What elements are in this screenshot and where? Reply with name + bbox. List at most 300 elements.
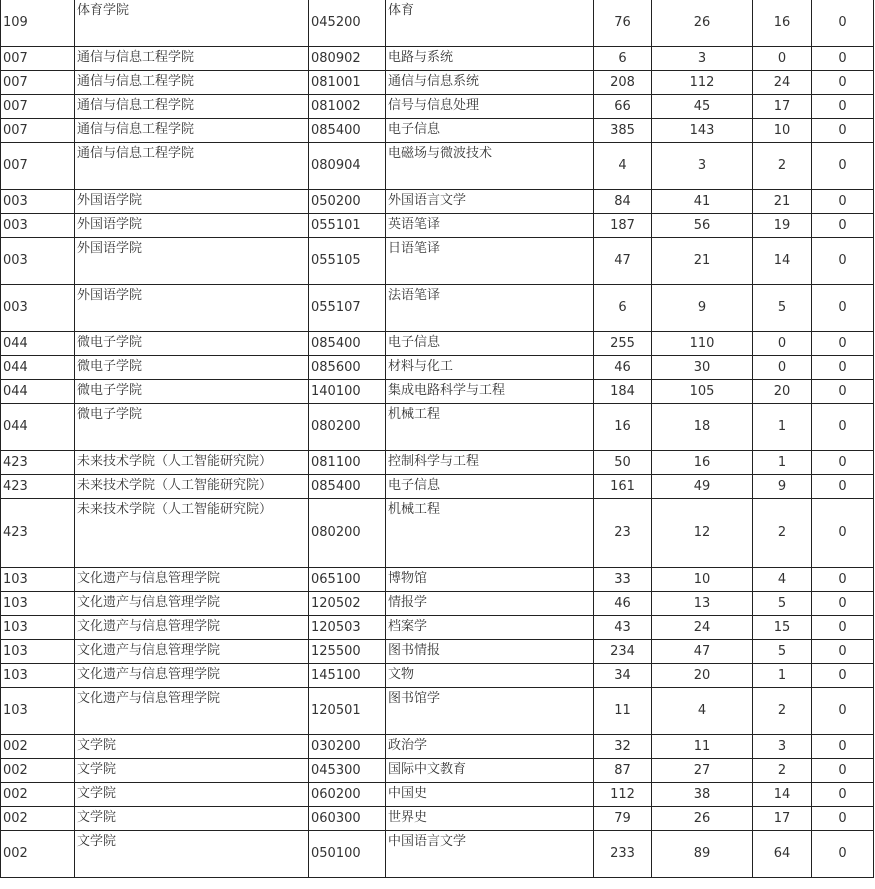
enrolled-cell [652,688,753,735]
other-cell [812,47,874,71]
table-row [1,568,874,592]
applicants-cell-text: 47 [614,253,631,268]
table-row [1,190,874,214]
college-name-cell-text: 外国语学院 [77,217,143,232]
other-cell-text: 0 [838,98,847,114]
exempt-cell-text: 1 [777,667,787,683]
major-name-cell [386,735,594,759]
major-name-cell [386,807,594,831]
enrolled-cell [652,664,753,688]
college-name-cell [75,119,309,143]
exempt-cell [753,664,812,688]
college-code-cell-text: 007 [3,74,28,90]
college-code-cell [1,356,75,380]
college-name-cell [75,285,309,332]
major-name-cell [386,332,594,356]
applicants-cell-text: 11 [614,703,631,718]
other-cell [812,285,874,332]
college-code-cell-text: 002 [3,846,28,861]
table-body [1,0,874,878]
major-name-cell-text: 信号与信息处理 [388,98,480,113]
major-name-cell-text: 控制科学与工程 [388,454,480,469]
major-code-cell [309,783,386,807]
major-name-cell [386,640,594,664]
college-code-cell-text: 103 [3,643,28,659]
major-code-cell-text: 030200 [311,738,361,754]
major-code-cell [309,475,386,499]
enrolled-cell-text: 16 [693,454,711,470]
college-name-cell-text: 文学院 [77,810,117,825]
applicants-cell-text: 187 [610,217,635,233]
enrolled-cell-text: 38 [693,786,711,802]
applicants-cell [594,592,652,616]
college-name-cell-text: 通信与信息工程学院 [77,122,195,137]
college-name-cell-text: 微电子学院 [77,335,143,350]
table-row [1,592,874,616]
applicants-cell-text: 34 [614,667,631,683]
other-cell-text: 0 [838,217,847,233]
college-code-cell-text: 103 [3,619,28,635]
exempt-cell-text: 17 [773,810,791,826]
table-row [1,499,874,568]
enrolled-cell [652,475,753,499]
applicants-cell-text: 234 [610,643,635,659]
college-code-cell-text: 044 [3,383,28,399]
applicants-cell [594,831,652,878]
exempt-cell-text: 0 [777,359,787,375]
major-name-cell [386,71,594,95]
other-cell [812,831,874,878]
exempt-cell [753,831,812,878]
exempt-cell [753,640,812,664]
table-row [1,807,874,831]
other-cell-text: 0 [838,122,847,138]
college-name-cell-text: 通信与信息工程学院 [77,50,195,65]
major-code-cell [309,616,386,640]
college-code-cell-text: 007 [3,158,28,173]
table-row [1,831,874,878]
exempt-cell-text: 5 [777,643,787,659]
exempt-cell [753,475,812,499]
other-cell-text: 0 [838,15,847,30]
applicants-cell [594,71,652,95]
applicants-cell [594,95,652,119]
exempt-cell [753,783,812,807]
other-cell-text: 0 [838,667,847,683]
major-code-cell [309,831,386,878]
other-cell-text: 0 [838,253,847,268]
applicants-cell-text: 6 [618,50,627,66]
exempt-cell [753,807,812,831]
college-name-cell [75,568,309,592]
table-row [1,688,874,735]
college-code-cell-text: 007 [3,50,28,66]
major-code-cell-text: 055105 [311,253,361,268]
exempt-cell [753,380,812,404]
enrolled-cell-text: 24 [693,619,711,635]
major-name-cell [386,380,594,404]
exempt-cell-text: 5 [777,300,787,315]
exempt-cell [753,285,812,332]
other-cell [812,71,874,95]
table-row [1,47,874,71]
college-name-cell-text: 文学院 [77,762,117,777]
applicants-cell-text: 66 [614,98,631,114]
enrolled-cell-text: 26 [693,810,711,826]
other-cell [812,0,874,47]
college-name-cell-text: 未来技术学院（人工智能研究院） [77,454,273,469]
college-code-cell-text: 007 [3,122,28,138]
other-cell-text: 0 [838,595,847,611]
enrolled-cell-text: 3 [697,50,707,66]
exempt-cell [753,0,812,47]
applicants-cell [594,119,652,143]
exempt-cell [753,190,812,214]
applicants-cell-text: 4 [618,158,627,173]
major-code-cell [309,95,386,119]
exempt-cell-text: 21 [773,193,791,209]
major-name-cell-text: 机械工程 [388,407,441,422]
enrolled-cell [652,356,753,380]
other-cell [812,759,874,783]
college-name-cell-text: 微电子学院 [77,383,143,398]
enrolled-cell [652,47,753,71]
major-code-cell-text: 050100 [311,846,361,861]
exempt-cell-text: 19 [773,217,791,233]
college-code-cell-text: 003 [3,217,28,233]
college-name-cell [75,735,309,759]
table-row [1,119,874,143]
college-name-cell [75,451,309,475]
college-name-cell [75,807,309,831]
applicants-cell-text: 87 [614,762,631,778]
exempt-cell [753,499,812,568]
other-cell [812,807,874,831]
exempt-cell [753,332,812,356]
major-code-cell [309,592,386,616]
enrolled-cell-text: 41 [693,193,711,209]
major-name-cell [386,499,594,568]
college-name-cell [75,592,309,616]
college-code-cell [1,616,75,640]
other-cell [812,592,874,616]
exempt-cell-text: 15 [773,619,791,635]
exempt-cell-text: 2 [777,762,787,778]
major-code-cell [309,47,386,71]
exempt-cell [753,759,812,783]
college-name-cell [75,95,309,119]
college-name-cell-text: 通信与信息工程学院 [77,146,195,161]
college-name-cell [75,380,309,404]
college-code-cell [1,332,75,356]
major-code-cell-text: 080200 [311,419,361,434]
other-cell-text: 0 [838,619,847,635]
major-name-cell-text: 英语笔译 [388,217,441,232]
major-code-cell [309,214,386,238]
college-name-cell [75,616,309,640]
table-row [1,95,874,119]
major-name-cell-text: 图书馆学 [388,691,441,706]
applicants-cell-text: 184 [610,383,635,399]
major-name-cell [386,285,594,332]
major-name-cell-text: 中国史 [388,786,428,801]
major-code-cell [309,451,386,475]
major-code-cell-text: 055107 [311,300,361,315]
college-code-cell-text: 003 [3,300,28,315]
major-code-cell [309,0,386,47]
exempt-cell [753,71,812,95]
table-row [1,664,874,688]
enrolled-cell [652,238,753,285]
applicants-cell [594,0,652,47]
major-name-cell [386,759,594,783]
exempt-cell-text: 4 [777,571,787,587]
enrolled-cell [652,640,753,664]
major-name-cell-text: 档案学 [388,619,428,634]
college-name-cell [75,640,309,664]
major-code-cell [309,735,386,759]
college-name-cell [75,499,309,568]
major-code-cell [309,568,386,592]
other-cell [812,143,874,190]
other-cell-text: 0 [838,738,847,754]
major-name-cell-text: 外国语言文学 [388,193,467,208]
college-name-cell [75,0,309,47]
major-name-cell [386,475,594,499]
college-code-cell [1,119,75,143]
other-cell-text: 0 [838,703,847,718]
major-code-cell-text: 085400 [311,335,361,351]
enrolled-cell [652,451,753,475]
applicants-cell-text: 161 [610,478,635,494]
college-name-cell [75,238,309,285]
enrolled-cell [652,783,753,807]
exempt-cell-text: 9 [777,478,787,494]
enrolled-cell-text: 112 [689,74,715,90]
college-name-cell [75,214,309,238]
enrolled-cell [652,831,753,878]
college-code-cell-text: 103 [3,667,28,683]
college-name-cell-text: 体育学院 [77,3,130,18]
exempt-cell [753,119,812,143]
enrolled-cell [652,143,753,190]
college-code-cell-text: 103 [3,571,28,587]
other-cell-text: 0 [838,50,847,66]
applicants-cell [594,807,652,831]
college-name-cell-text: 未来技术学院（人工智能研究院） [77,502,273,517]
major-code-cell-text: 045300 [311,762,361,778]
exempt-cell-text: 1 [777,419,787,434]
applicants-cell [594,499,652,568]
college-code-cell-text: 109 [3,15,28,30]
college-code-cell [1,47,75,71]
exempt-cell-text: 10 [773,122,791,138]
major-name-cell-text: 通信与信息系统 [388,74,480,89]
applicants-cell-text: 255 [610,335,635,351]
enrolled-cell-text: 105 [689,383,715,399]
college-code-cell [1,831,75,878]
college-name-cell [75,688,309,735]
exempt-cell [753,688,812,735]
major-name-cell [386,616,594,640]
college-name-cell-text: 文化遗产与信息管理学院 [77,691,221,706]
enrolled-cell-text: 89 [693,846,711,861]
exempt-cell [753,568,812,592]
college-name-cell-text: 外国语学院 [77,288,143,303]
major-name-cell [386,119,594,143]
college-code-cell [1,380,75,404]
major-name-cell-text: 电磁场与微波技术 [388,146,493,161]
major-code-cell-text: 140100 [311,383,361,399]
other-cell [812,451,874,475]
enrolled-cell-text: 4 [697,703,707,718]
major-code-cell-text: 085400 [311,478,361,494]
college-name-cell-text: 文化遗产与信息管理学院 [77,667,221,682]
college-code-cell-text: 007 [3,98,28,114]
major-code-cell-text: 055101 [311,217,361,233]
applicants-cell-text: 32 [614,738,631,754]
enrolled-cell [652,380,753,404]
college-code-cell [1,735,75,759]
major-name-cell [386,664,594,688]
major-code-cell-text: 125500 [311,643,361,659]
major-name-cell-text: 世界史 [388,810,428,825]
applicants-cell [594,404,652,451]
exempt-cell-text: 2 [777,703,787,718]
table-row [1,238,874,285]
college-code-cell-text: 002 [3,738,28,754]
enrolled-cell-text: 11 [693,738,711,754]
college-code-cell [1,664,75,688]
exempt-cell [753,616,812,640]
enrolled-cell [652,807,753,831]
other-cell-text: 0 [838,335,847,351]
applicants-cell [594,568,652,592]
table-row [1,0,874,47]
college-code-cell [1,143,75,190]
table-row [1,759,874,783]
applicants-cell-text: 6 [618,300,627,315]
table-row [1,783,874,807]
table-row [1,332,874,356]
enrolled-cell [652,190,753,214]
other-cell-text: 0 [838,643,847,659]
applicants-cell [594,451,652,475]
exempt-cell [753,356,812,380]
major-code-cell [309,119,386,143]
other-cell-text: 0 [838,762,847,778]
major-code-cell [309,688,386,735]
applicants-cell [594,616,652,640]
other-cell [812,475,874,499]
college-name-cell-text: 文学院 [77,834,117,849]
other-cell-text: 0 [838,525,847,540]
exempt-cell [753,47,812,71]
major-code-cell-text: 080200 [311,525,361,540]
major-code-cell-text: 120501 [311,703,361,718]
college-name-cell-text: 文学院 [77,786,117,801]
enrolled-cell-text: 3 [697,158,707,173]
exempt-cell-text: 16 [773,15,791,30]
college-code-cell [1,688,75,735]
college-code-cell-text: 002 [3,786,28,802]
exempt-cell-text: 17 [773,98,791,114]
other-cell [812,356,874,380]
applicants-cell-text: 208 [610,74,635,90]
major-name-cell-text: 博物馆 [388,571,428,586]
college-name-cell [75,143,309,190]
applicants-cell-text: 23 [614,525,631,540]
major-name-cell [386,0,594,47]
enrolled-cell-text: 21 [693,253,711,268]
major-code-cell-text: 050200 [311,193,361,209]
enrolled-cell [652,616,753,640]
other-cell-text: 0 [838,571,847,587]
major-code-cell [309,238,386,285]
college-code-cell-text: 044 [3,335,28,351]
enrolled-cell-text: 56 [693,217,711,233]
college-name-cell-text: 文化遗产与信息管理学院 [77,619,221,634]
major-name-cell-text: 文物 [388,667,415,682]
enrolled-cell [652,332,753,356]
applicants-cell-text: 46 [614,359,631,375]
college-name-cell [75,664,309,688]
other-cell [812,664,874,688]
college-name-cell [75,190,309,214]
major-name-cell-text: 机械工程 [388,502,441,517]
exempt-cell [753,592,812,616]
applicants-cell [594,380,652,404]
major-name-cell-text: 情报学 [388,595,428,610]
college-name-cell [75,356,309,380]
other-cell [812,119,874,143]
major-code-cell [309,499,386,568]
applicants-cell-text: 43 [614,619,631,635]
other-cell [812,214,874,238]
table-row [1,356,874,380]
major-code-cell-text: 081100 [311,454,361,470]
major-code-cell-text: 081001 [311,74,361,90]
college-code-cell [1,807,75,831]
college-name-cell [75,831,309,878]
major-name-cell [386,238,594,285]
enrolled-cell [652,568,753,592]
other-cell [812,238,874,285]
major-name-cell-text: 电子信息 [388,478,441,493]
enrolled-cell-text: 20 [693,667,711,683]
applicants-cell [594,190,652,214]
major-name-cell-text: 材料与化工 [388,359,454,374]
table-row [1,735,874,759]
other-cell-text: 0 [838,846,847,861]
major-code-cell-text: 145100 [311,667,361,683]
major-name-cell-text: 政治学 [388,738,428,753]
college-name-cell-text: 微电子学院 [77,407,143,422]
other-cell [812,332,874,356]
major-code-cell-text: 085600 [311,359,361,375]
enrolled-cell-text: 9 [697,300,707,315]
major-name-cell [386,190,594,214]
exempt-cell [753,735,812,759]
college-name-cell-text: 微电子学院 [77,359,143,374]
applicants-cell [594,688,652,735]
major-code-cell [309,71,386,95]
major-code-cell [309,640,386,664]
college-code-cell-text: 044 [3,419,28,434]
major-code-cell [309,380,386,404]
college-name-cell-text: 文学院 [77,738,117,753]
applicants-cell [594,285,652,332]
